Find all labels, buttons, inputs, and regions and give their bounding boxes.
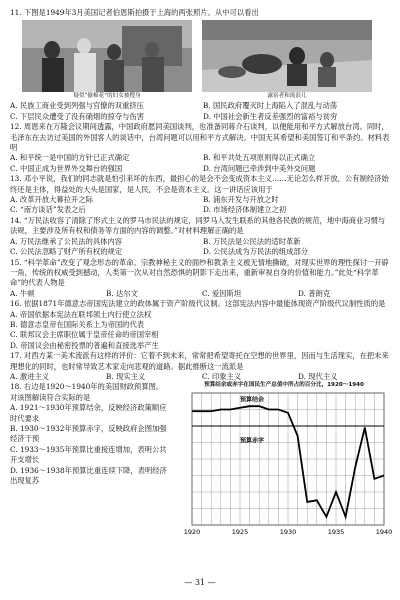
option-a[interactable]: A. 和平统一是中国的方针已正式确定 — [10, 153, 130, 163]
photo-row — [22, 20, 390, 100]
chart-x-tick-label: 1925 — [231, 528, 249, 537]
option-c[interactable]: C. 下层民众遭受了没有硝烟的掠夺与伤害 — [10, 111, 145, 121]
option-a[interactable]: A. 1921～1930年预算结余，反映经济政策顺应时代要求 — [10, 403, 167, 423]
option-d[interactable]: D. 中国社会新生者反差强烈的富裕与贫穷 — [203, 111, 338, 121]
photo-street-children — [202, 20, 372, 92]
option-c[interactable]: C. 中国正成为世界外交舞台的强国 — [10, 163, 123, 173]
options — [10, 101, 390, 122]
option-a[interactable]: A. 帝国依据本宪法在联邦领土内行使立法权 — [10, 309, 152, 319]
options — [10, 372, 390, 382]
question-stem: 15. “科学革命”改变了观念形态的革命。宗教神秘主义的面纱和教条主义被无情地撕破，对现实世界的理性探讨一开辟一角，传统的权威受到撼动，人类第一次从对自然恐惧的阴影下走出来，重新审视自身的价值和能力。”此处“科学革命”的代表人物是 — [10, 257, 389, 288]
chart-x-tick-label: 1930 — [279, 528, 297, 537]
question-12 — [10, 122, 390, 174]
option-a[interactable]: A. 万民法继承了公民法的具体内容 — [10, 236, 123, 246]
option-a[interactable]: A. 牛顿 — [10, 288, 35, 298]
question-17 — [10, 351, 390, 382]
question-stem: 17. 对西方某一美术流派有这样的评价：它着不到未来，常常把希望寄托在空想的世界里，因而与生活现实，在把未来理想化的同时，也时常导致艺术家走向悲观的道路。据此推断这一流派是 — [10, 351, 389, 371]
option-b[interactable]: B. 和平共处五项原则得以正式确立 — [203, 153, 316, 163]
option-d[interactable]: D. 1936～1938年预算比重连续下降，表明经济出现复苏 — [10, 465, 167, 486]
question-stem: 14. “万民法收容了清除了形式主义的罗马市民法的规定，同罗马人发生联系的其他各民族的规范，地中海商业习惯与法规，主要涉及所有权和债务等方面的内容的调整。”对材料理解正确的是 — [10, 215, 386, 236]
question-15 — [10, 258, 390, 300]
chart-x-tick-label: 1935 — [327, 528, 345, 537]
question-18 — [10, 382, 393, 544]
options — [10, 153, 390, 174]
question-18-text — [10, 382, 170, 486]
page-number: — 31 — — [184, 578, 216, 587]
chart-x-tick-label: 1940 — [375, 528, 393, 537]
question-14 — [10, 216, 390, 258]
question-16 — [10, 299, 390, 351]
option-d[interactable]: D. 普朗克 — [298, 288, 331, 298]
options — [10, 237, 390, 258]
chart-annotation-surplus: 预算结余 — [240, 396, 265, 404]
chart-x-tick-label: 1920 — [183, 528, 201, 537]
option-a[interactable]: A. 改革开放大幕拉开之际 — [10, 195, 93, 205]
budget-chart — [178, 382, 393, 540]
photo-left — [22, 20, 192, 100]
question-stem: 16. 依据1871年德意志帝国宪法建立的政体属于资产阶级代议制。这部宪法内容中最能体现资产阶级代议制性质的是 — [10, 299, 386, 309]
option-b[interactable]: B. 达尔文 — [106, 288, 138, 298]
option-d[interactable]: D. 公民法成为万民法的组成部分 — [203, 247, 309, 257]
option-c[interactable]: C. 公民法忽略了财产所有权的规定 — [10, 247, 123, 257]
option-a[interactable]: A. 激进主义 — [10, 371, 50, 381]
option-c[interactable]: C. 爱因斯坦 — [202, 288, 242, 298]
option-c[interactable]: C. 印象主义 — [202, 371, 242, 381]
question-13 — [10, 174, 390, 216]
question-11 — [10, 8, 390, 122]
options — [10, 195, 390, 216]
options — [10, 310, 390, 352]
option-b[interactable]: B. 国民政府覆灭时上海陷入了混乱与动荡 — [203, 101, 338, 111]
option-c[interactable]: C. 1933～1935年预算比重接连增加，表明公共开支增长 — [10, 444, 167, 465]
question-stem: 18. 右边是1920～1940年的美国财政预算图。对该图解读符合实际的是 — [10, 382, 164, 402]
option-d[interactable]: D. 台湾问题已牵涉到中美外交问题 — [203, 163, 316, 173]
photo-right-caption: 露宿者和流浪儿 — [267, 93, 307, 100]
photo-right — [202, 20, 372, 100]
photo-search-women — [22, 20, 192, 92]
question-stem: 11. 下图是1949年3月美国记者伯恩斯拍摄于上海的两张照片。从中可以看出 — [10, 8, 259, 17]
photo-street-children-image — [202, 20, 372, 92]
option-a[interactable]: A. 民族工商业受到列强与官僚的双重挤压 — [10, 101, 144, 111]
option-d[interactable]: D. 市场经济体制建立之初 — [203, 205, 287, 215]
chart-annotation-deficit: 预算赤字 — [240, 437, 265, 445]
chart-title: 预算结余或赤字在国民生产总值中所占的百分比，1920～1940 — [204, 382, 364, 389]
options — [10, 289, 390, 299]
option-b[interactable]: B. 1930～1932年预算赤字，反映政府企图加强经济干预 — [10, 424, 167, 444]
option-d[interactable]: D. 现代主义 — [298, 371, 338, 381]
photo-left-caption: 疑似“偷棉花”的妇女被搜身 — [73, 93, 141, 100]
option-b[interactable]: B. 现实主义 — [106, 371, 146, 381]
question-stem: 12. 周恩来在万隆会议期间透露，中国政府愿同美国谈判，也准备同蒋介石谈判，以便能用和平方式解放台湾。同时，毛泽东在去访过美国的外国客人的谈话中，台湾问题可以用和平方式解决。中国无其希望和美国签订和平条约。材料表明 — [10, 122, 390, 153]
question-stem: 13. 邓小平说，我们的同志就是怕引来坏的东西，最担心的是会不会变成资本主义……无论怎么样开放，公有制经济始终还是主体，得益处的大头是国家，是人民，不会是资本主义。这一讲话应该用于 — [10, 174, 389, 194]
option-c[interactable]: C. “南方谈话”发表之后 — [10, 205, 86, 215]
option-b[interactable]: B. 德意志皇帝在国际关系上为帝国的代表 — [10, 319, 145, 329]
option-c[interactable]: C. 联邦议会主席职位属于皇帝任命的帝国宰相 — [10, 330, 159, 340]
photo-search-women-image — [22, 20, 192, 92]
option-b[interactable]: B. 万民法是公民法的适时革新 — [203, 236, 301, 246]
option-b[interactable]: B. 浦东开发与开放之时 — [203, 195, 279, 205]
chart-plot — [178, 389, 393, 539]
option-d[interactable]: D. 帝国议会由秘密投票的普遍和直接选举产生 — [10, 340, 159, 350]
